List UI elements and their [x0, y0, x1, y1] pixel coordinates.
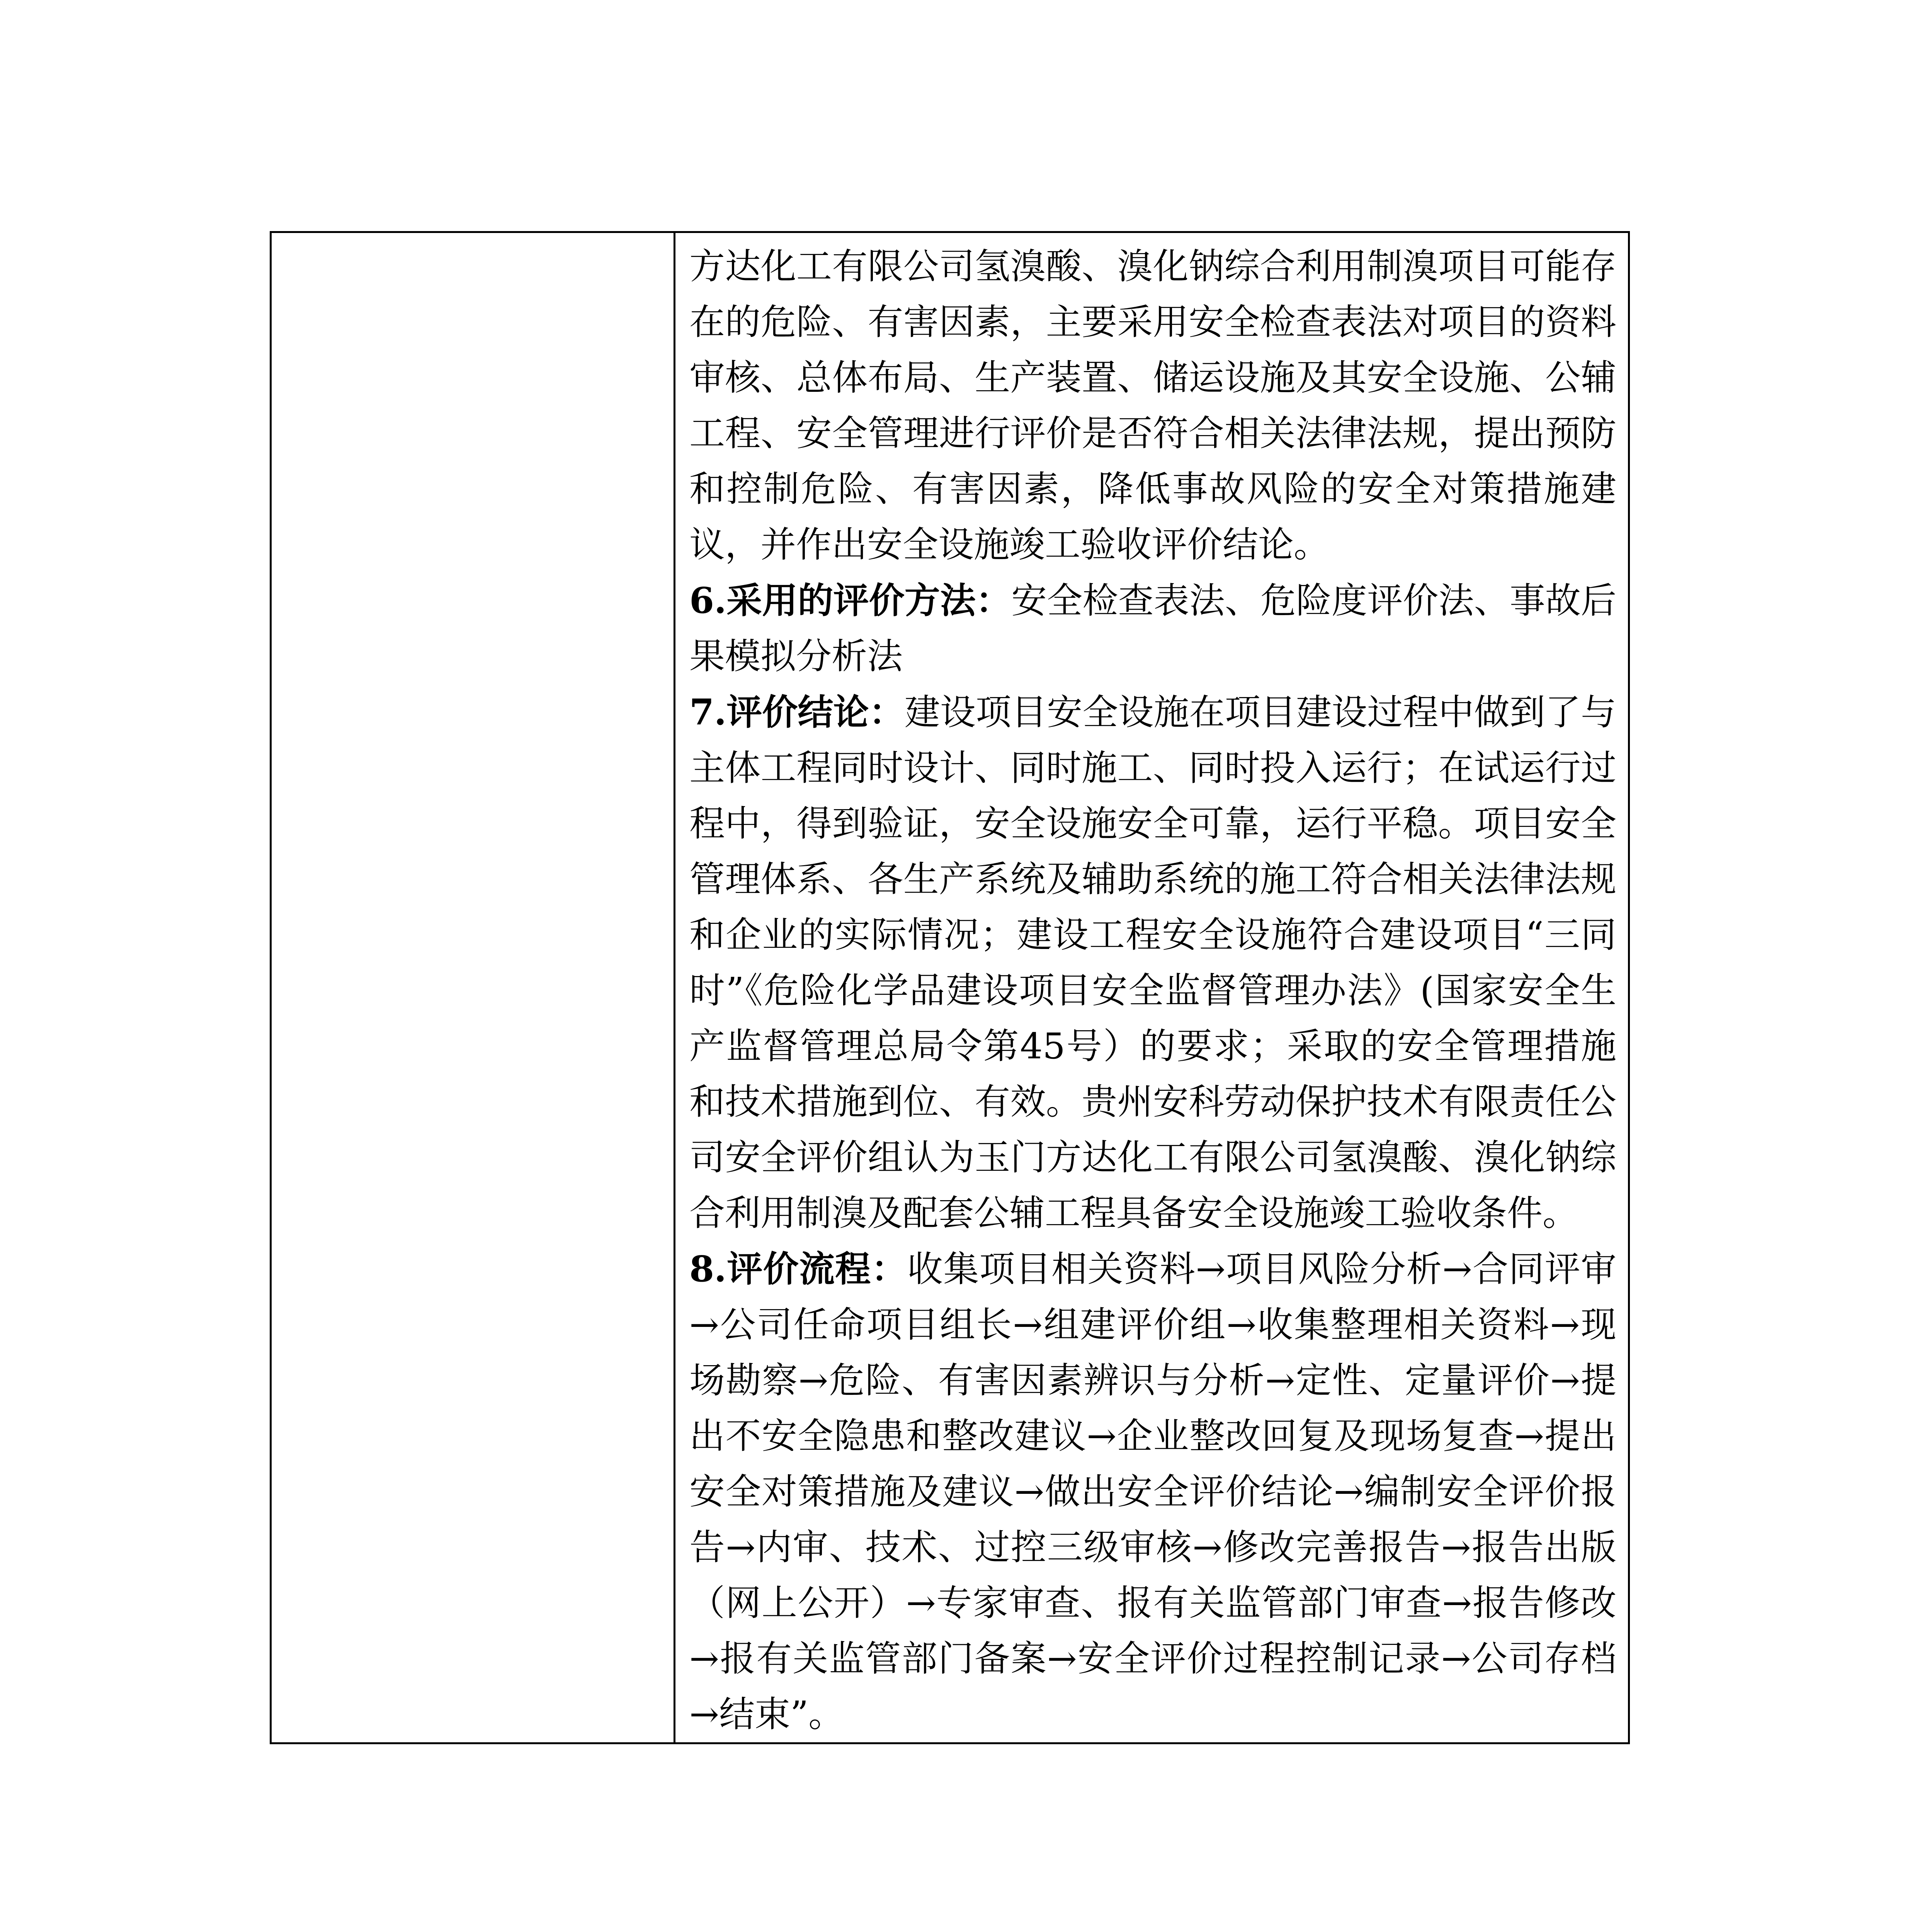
paragraph-evaluation-conclusion	[689, 684, 1616, 1241]
cell-content	[675, 233, 1628, 1742]
paragraph-evaluation-process	[689, 1241, 1616, 1742]
evaluation-process-text: 收集项目相关资料→项目风险分析→合同评审→公司任命项目组长→组建评价组→收集整理相关资料→现场勘察→危险、有害因素辨识与分析→定性、定量评价→提出不安全隐患和整改建议→企业整改回复及现场复查→提出安全对策措施及建议→做出安全评价结论→编制安全评价报告→内审、技术、过控三级审核→修改完善报告→报告出版（网上公开）→专家审查、报有关监管部门审查→报告修改→报有关监管部门备案→安全评价过程控制记录→公司存档→结束”。	[689, 1248, 1616, 1735]
paragraph-intro	[689, 238, 1616, 573]
evaluation-methods-label: 6.采用的评价方法：	[689, 580, 1012, 621]
evaluation-conclusion-label: 7.评价结论：	[689, 691, 905, 733]
paragraph-intro-text: 方达化工有限公司氢溴酸、溴化钠综合利用制溴项目可能存在的危险、有害因素，主要采用安全检查表法对项目的资料审核、总体布局、生产装置、储运设施及其安全设施、公辅工程、安全管理进行评价是否符合相关法律法规，提出预防和控制危险、有害因素，降低事故风险的安全对策措施建议，并作出安全设施竣工验收评价结论。	[689, 246, 1616, 565]
paragraph-evaluation-methods	[689, 573, 1616, 684]
info-table	[270, 231, 1630, 1744]
evaluation-methods-text: 安全检查表法、危险度评价法、事故后果模拟分析法	[689, 580, 1616, 677]
evaluation-conclusion-text: 建设项目安全设施在项目建设过程中做到了与主体工程同时设计、同时施工、同时投入运行；在试运行过程中，得到验证，安全设施安全可靠，运行平稳。项目安全管理体系、各生产系统及辅助系统的施工符合相关法律法规和企业的实际情况；建设工程安全设施符合建设项目“三同时”《危险化学品建设项目安全监督管理办法》(国家安全生产监督管理总局令第45号）的要求；采取的安全管理措施和技术措施到位、有效。贵州安科劳动保护技术有限责任公司安全评价组认为玉门方达化工有限公司氢溴酸、溴化钠综合利用制溴及配套公辅工程具备安全设施竣工验收条件。	[689, 692, 1616, 1234]
content-cell	[675, 232, 1629, 1743]
left-cell	[271, 232, 675, 1743]
evaluation-process-label: 8.评价流程：	[689, 1248, 907, 1290]
table-row	[271, 232, 1629, 1743]
